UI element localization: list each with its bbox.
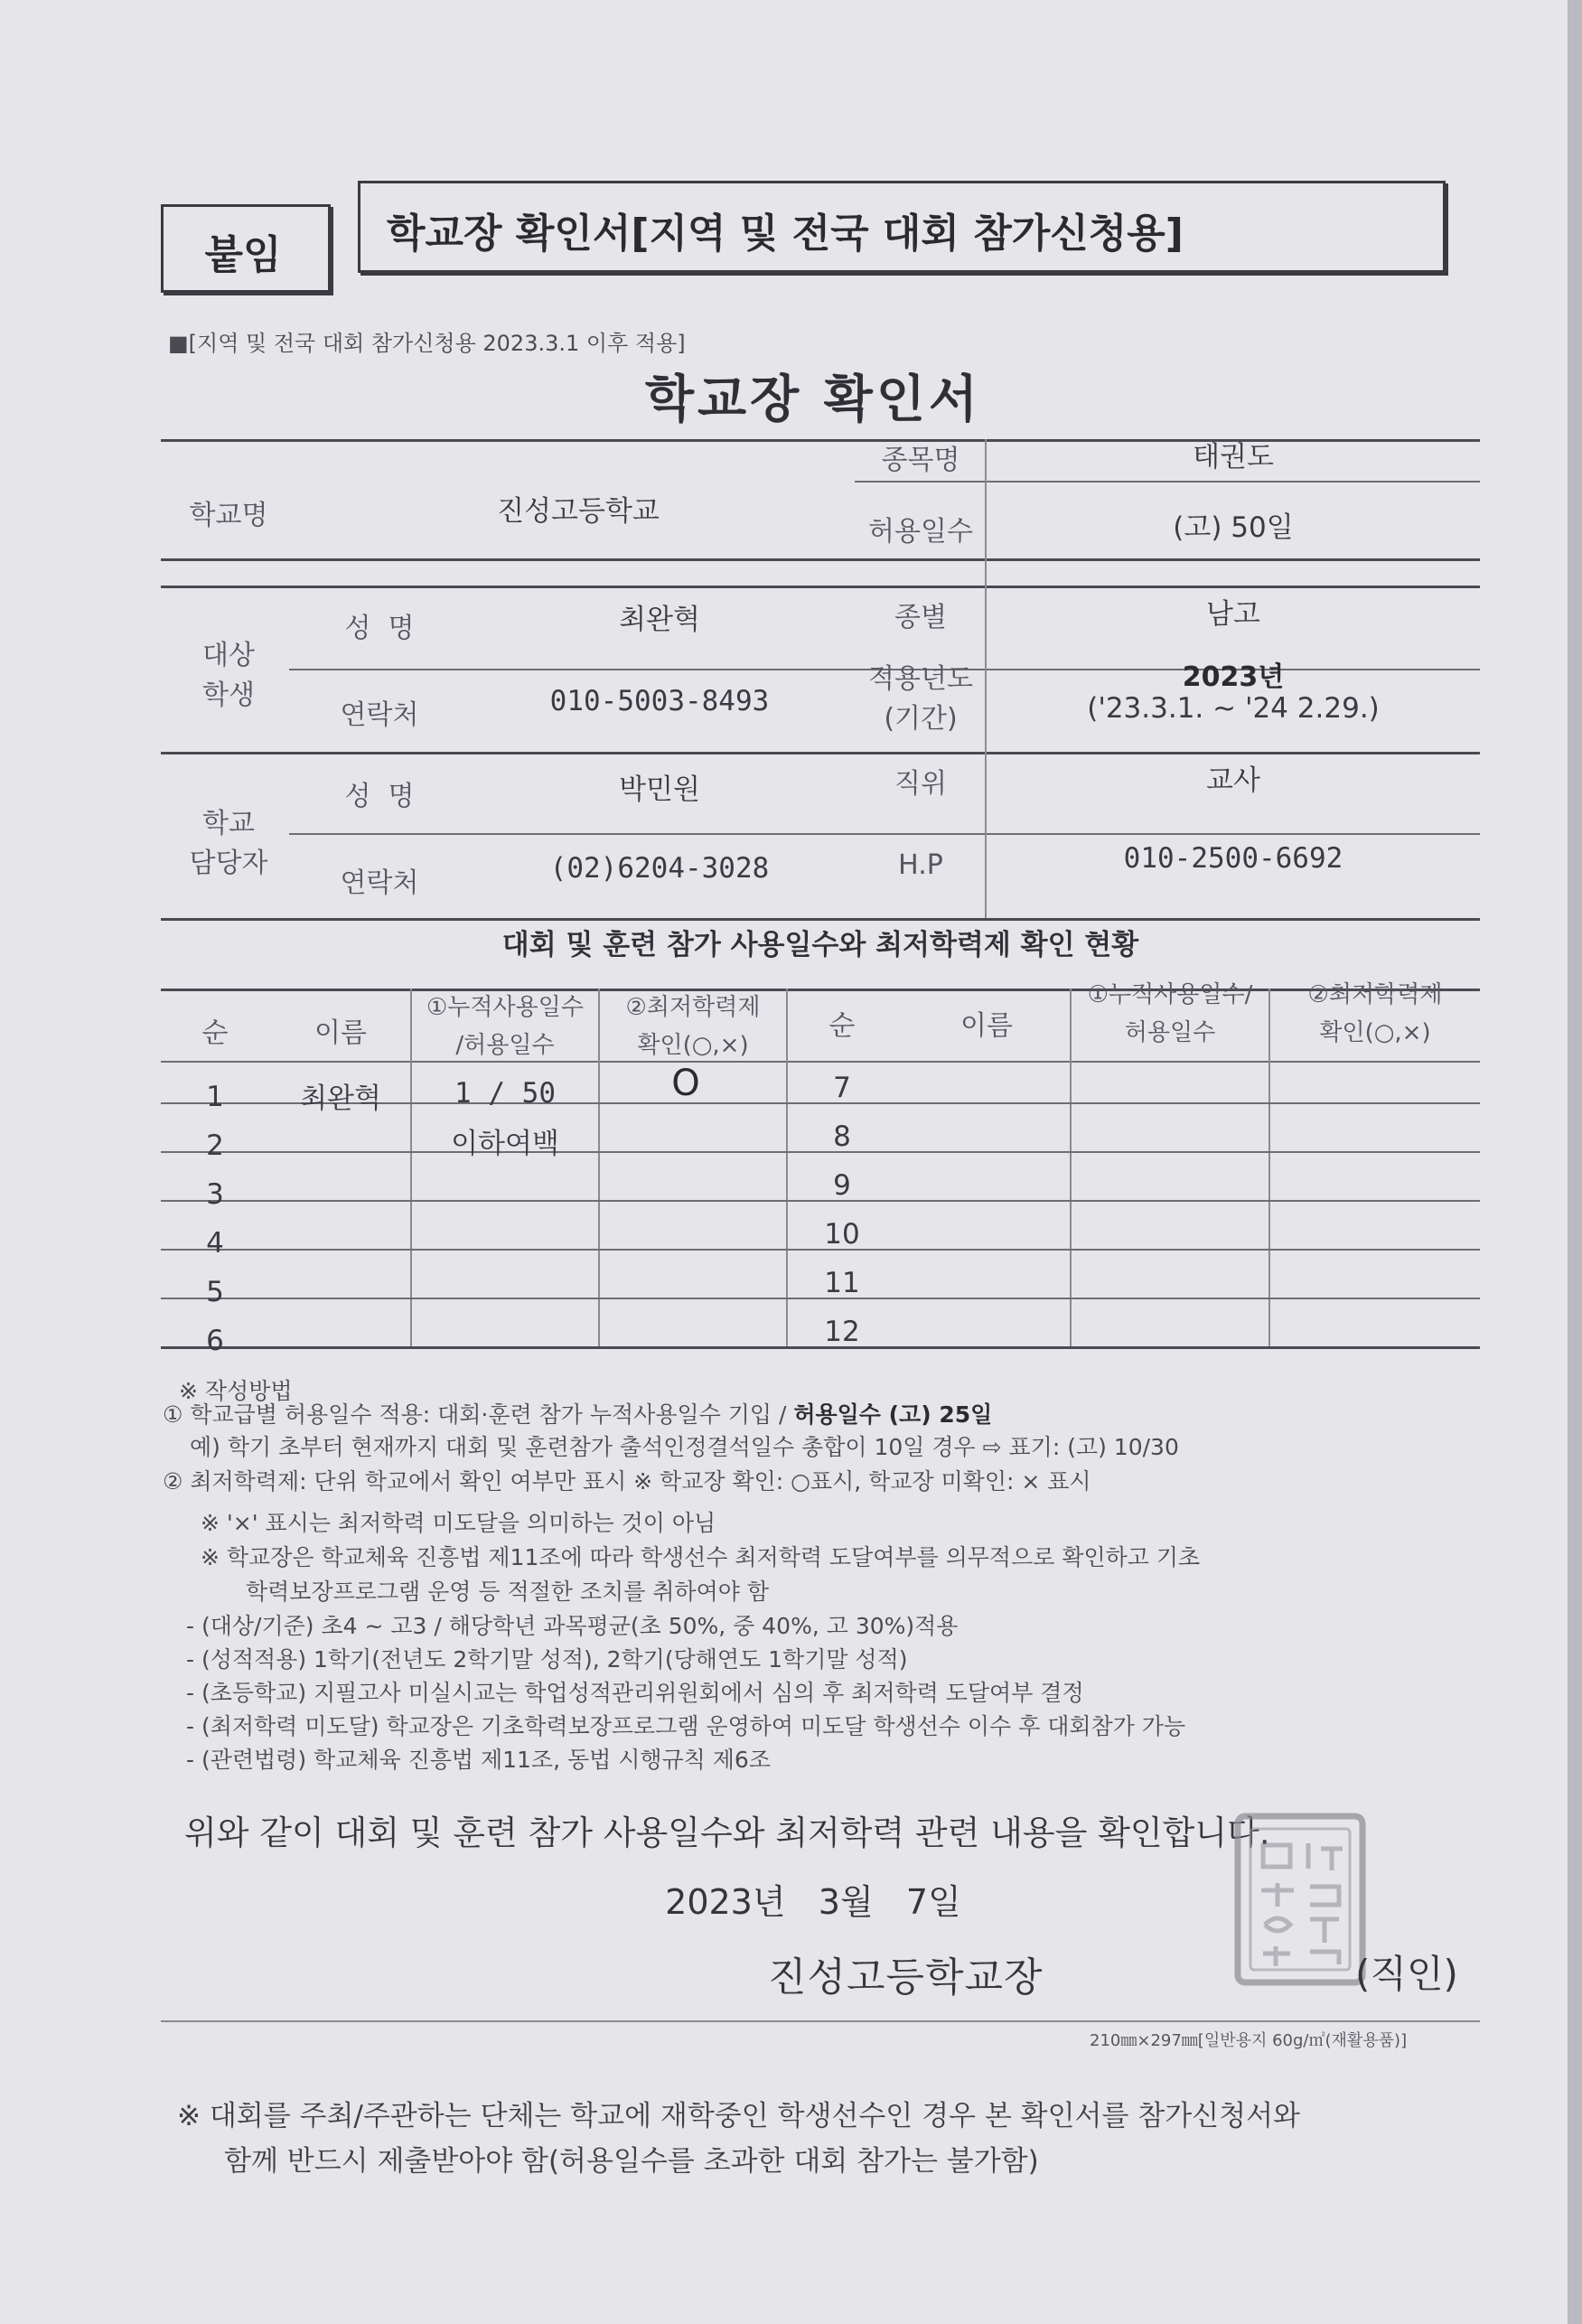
- row1-seq: 1: [206, 1081, 224, 1113]
- row11-seq: 11: [824, 1267, 860, 1299]
- note-detail-4: - (최저학력 미도달) 학교장은 기초학력보장프로그램 운영하여 미도달 학생선수 이수 후 대회참가 가능: [186, 1713, 1186, 1739]
- manager-mid-line: [289, 833, 1480, 835]
- row7-seq: 7: [833, 1072, 851, 1104]
- paper-edge-shadow: [1568, 0, 1582, 2324]
- confirm-date: 2023년 3월 7일: [665, 1882, 961, 1922]
- manager-contact-value: (02)6204-3028: [549, 852, 770, 885]
- year-label-1: 적용년도: [868, 663, 973, 695]
- form-note: ■[지역 및 전국 대회 참가신청용 2023.3.1 이후 적용]: [168, 331, 686, 356]
- row1-check: O: [671, 1063, 700, 1104]
- footer-line-1: ※ 대회를 주최/주관하는 단체는 학교에 재학중인 학생선수인 경우 본 확인서를 참가신청서와: [177, 2100, 1300, 2132]
- hp-value: 010-2500-6692: [1123, 842, 1343, 875]
- row4-seq: 4: [206, 1227, 224, 1260]
- gender-label: 종별: [894, 602, 947, 633]
- row2-seq: 2: [206, 1129, 224, 1162]
- year-value: 2023년: [1182, 661, 1285, 693]
- note-2-b2: 학력보장프로그램 운영 등 적절한 조치를 취하여야 함: [246, 1579, 769, 1605]
- student-group-label-1: 대상: [202, 640, 255, 671]
- position-label: 직위: [894, 768, 947, 800]
- paper-spec-line: [161, 2020, 1480, 2022]
- student-name-value: 최완혁: [619, 604, 700, 636]
- col-min-left-2: 확인(○,×): [637, 1032, 749, 1059]
- notes-heading: ※ 작성방법: [179, 1378, 293, 1404]
- manager-contact-label: 연락처: [340, 867, 419, 899]
- row1-days: 1 / 50: [454, 1077, 556, 1110]
- col-min-left-1: ②최저학력제: [625, 994, 761, 1021]
- note-detail-1: - (대상/기준) 초4 ~ 고3 / 해당학년 과목평균(초 50%, 중 40%, 고 30%)적용: [186, 1613, 959, 1639]
- col-days-left-1: ①누적사용일수: [426, 994, 584, 1021]
- info-line-4: [161, 752, 1480, 754]
- col-seq-left: 순: [201, 1017, 229, 1049]
- school-name-value: 진성고등학교: [497, 495, 660, 528]
- year-label-2: (기간): [884, 703, 958, 735]
- gender-value: 남고: [1206, 598, 1260, 631]
- student-group-label-2: 학생: [202, 679, 255, 711]
- info-line-3: [161, 586, 1480, 588]
- note-2-b1: ※ 학교장은 학교체육 진흥법 제11조에 따라 학생선수 최저학력 도달여부를 의무적으로 확인하고 기초: [201, 1544, 1201, 1570]
- row12-seq: 12: [824, 1316, 860, 1348]
- manager-group-label-1: 학교: [202, 808, 255, 839]
- note-1-main: ① 학교급별 허용일수 적용: 대회·훈련 참가 누적사용일수 기입 /: [163, 1401, 794, 1428]
- col-name-left: 이름: [314, 1017, 367, 1049]
- hp-label: H.P: [898, 849, 943, 881]
- seal-label: (직인): [1355, 1952, 1458, 1996]
- event-label: 종목명: [881, 445, 960, 476]
- student-contact-value: 010-5003-8493: [549, 685, 770, 717]
- col-days-left-2: /허용일수: [455, 1032, 555, 1059]
- paper-spec: 210㎜×297㎜[일반용지 60g/㎡(재활용품)]: [1090, 2031, 1408, 2050]
- row2-days: 이하여백: [451, 1128, 559, 1160]
- info-table-bottom-line: [161, 918, 1480, 921]
- note-1-bold: 허용일수 (고) 25일: [793, 1401, 993, 1428]
- event-row-line: [855, 481, 1480, 483]
- status-header-line: [161, 1061, 1480, 1063]
- school-name-label: 학교명: [189, 500, 268, 531]
- row3-seq: 3: [206, 1178, 224, 1211]
- status-table-title: 대회 및 훈련 참가 사용일수와 최저학력제 확인 현황: [501, 929, 1139, 961]
- note-2: ② 최저학력제: 단위 학교에서 확인 여부만 표시 ※ 학교장 확인: ○표시, 학교장 미확인: × 표시: [163, 1468, 1091, 1495]
- position-value: 교사: [1206, 764, 1260, 797]
- student-contact-label: 연락처: [340, 699, 419, 731]
- form-title: 학교장 확인서: [644, 370, 982, 429]
- col-min-right-1: ②최저학력제: [1307, 981, 1443, 1008]
- row10-seq: 10: [824, 1218, 860, 1251]
- row1-name: 최완혁: [300, 1082, 381, 1115]
- manager-name-label: 성 명: [344, 781, 415, 812]
- row5-seq: 5: [206, 1276, 224, 1308]
- footer-line-2: 함께 반드시 제출받아야 함(허용일수를 초과한 대회 참가는 불가함): [224, 2145, 1039, 2178]
- row8-seq: 8: [833, 1120, 851, 1153]
- manager-group-label-2: 담당자: [189, 848, 268, 879]
- attachment-tag: 붙임: [204, 232, 282, 278]
- note-detail-5: - (관련법령) 학교체육 진흥법 제11조, 동법 시행규칙 제6조: [186, 1747, 771, 1773]
- row9-seq: 9: [833, 1169, 851, 1202]
- col-seq-right: 순: [828, 1010, 856, 1042]
- student-name-label: 성 명: [344, 613, 415, 644]
- official-seal-stamp: [1232, 1811, 1368, 1988]
- info-line-2: [161, 558, 1480, 561]
- row6-seq: 6: [206, 1325, 224, 1357]
- principal-name: 진성고등학교장: [768, 1954, 1044, 2001]
- confirm-statement: 위와 같이 대회 및 훈련 참가 사용일수와 최저학력 관련 내용을 확인합니다.: [184, 1813, 1270, 1852]
- col-name-right: 이름: [960, 1010, 1013, 1042]
- note-detail-2: - (성적적용) 1학기(전년도 2학기말 성적), 2학기(당해연도 1학기말 성적): [186, 1646, 908, 1673]
- header-title: 학교장 확인서[지역 및 전국 대회 참가신청용]: [387, 211, 1184, 257]
- manager-name-value: 박민원: [619, 773, 700, 806]
- note-1-example: 예) 학기 초부터 현재까지 대회 및 훈련참가 출석인정결석일수 총합이 10일 경우 ⇨ 표기: (고) 10/30: [190, 1434, 1179, 1460]
- allowed-days-label: 허용일수: [868, 516, 973, 548]
- col-days-right-2: 허용일수: [1124, 1019, 1216, 1046]
- event-value: 태권도: [1193, 441, 1274, 473]
- period-value: ('23.3.1. ~ '24 2.29.): [1087, 692, 1380, 725]
- col-min-right-2: 확인(○,×): [1319, 1019, 1431, 1046]
- col-days-right-1: ①누적사용일수/: [1087, 981, 1253, 1008]
- note-1: [163, 1397, 992, 1429]
- note-2-a: ※ '×' 표시는 최저학력 미도달을 의미하는 것이 아님: [201, 1510, 716, 1536]
- allowed-days-value: (고) 50일: [1173, 511, 1294, 544]
- note-detail-3: - (초등학교) 지필고사 미실시교는 학업성적관리위원회에서 심의 후 최저학력 도달여부 결정: [186, 1680, 1084, 1706]
